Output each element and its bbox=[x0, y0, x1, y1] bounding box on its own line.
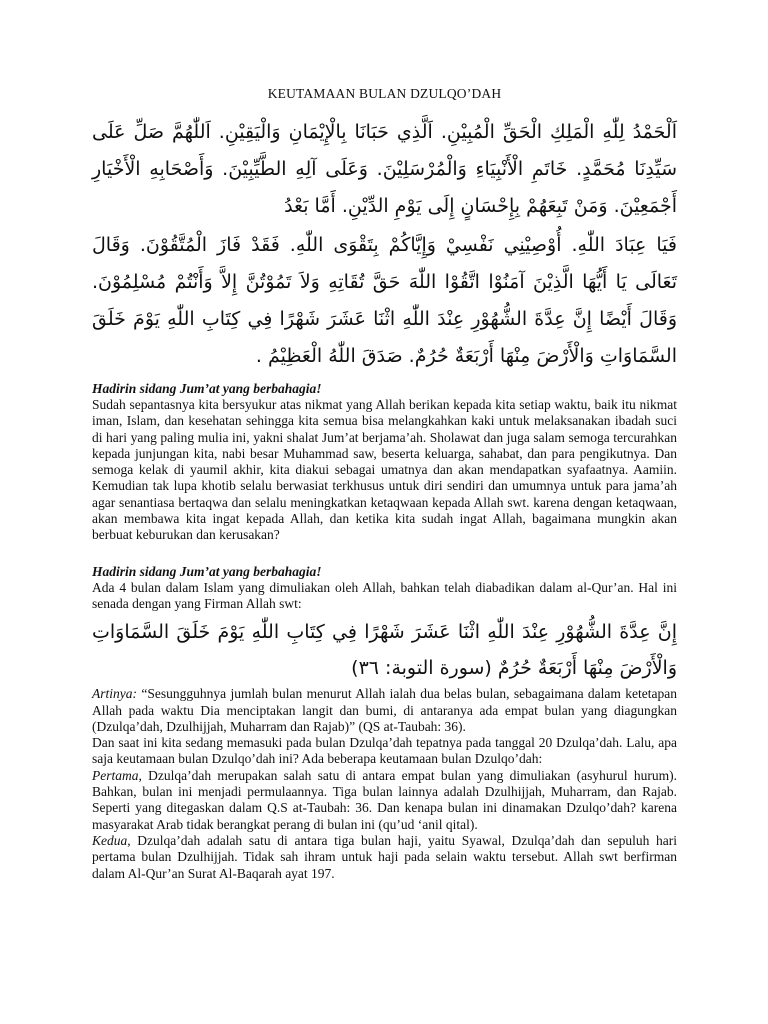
paragraph-pertama bbox=[92, 768, 677, 833]
artinya-text: “Sesungguhnya jumlah bulan menurut Allah ialah dua belas bulan, sebagaimana dalam ketetapan Allah pada waktu Dia menciptakan langit dan bumi, di antaranya ada empat bulan yang diagungkan (Dzulqa’dah, Dzulhijjah, Muharram dan Rajab)” (QS at-Taubah: 36). bbox=[92, 686, 677, 734]
paragraph-syukur: Sudah sepantasnya kita bersyukur atas nikmat yang Allah berikan kepada kita setiap waktu, baik itu nikmat iman, Islam, dan kesehatan sehingga kita semua bisa melangkahkan kaki untuk melaksanakan ibadah suci di hari yang paling mulia ini, yakni shalat Jum’at berjama’ah. Sholawat dan juga salam semoga tercurahkan kepada junjungan kita, nabi besar Muhammad saw, beserta keluarga, sahabat, dan para pengikutnya. Dan semoga kelak di yaumil akhir, kita diakui sebagai umatnya dan akan mendapatkan syafaatnya. Aamiin. Kemudian tak lupa khotib selalu berwasiat terkhusus untuk diri sendiri dan umumnya untuk para jama’ah agar senantiasa bertaqwa dan selalu meningkatkan ketaqwaan kepada Allah swt. karena dengan ketaqwaan, akan membawa kita ingat kepada Allah, dan ketika kita sudah ingat Allah, bagaimana mungkin akan berbuat keburukan dan kerusakan? bbox=[92, 397, 677, 543]
spacer bbox=[92, 544, 677, 558]
document-page bbox=[92, 86, 677, 882]
paragraph-intro: Ada 4 bulan dalam Islam yang dimuliakan oleh Allah, bahkan telah diabadikan dalam al-Qur’an. Hal ini senada dengan yang Firman Allah swt: bbox=[92, 579, 677, 611]
artinya-label: Artinya: bbox=[92, 686, 137, 702]
paragraph-artinya bbox=[92, 686, 677, 735]
kedua-text: , Dzulqa’dah adalah satu di antara tiga bulan haji, yaitu Syawal, Dzulqa’dah dan sepuluh hari pertama bulan Dzulhijjah. Tidak sah ihram untuk haji pada selain waktu tersebut. Allah swt berfirman dalam Al-Qur’an Surat Al-Baqarah ayat 197. bbox=[92, 832, 677, 881]
pertama-label: Pertama bbox=[92, 767, 139, 783]
kedua-label: Kedua bbox=[92, 832, 128, 848]
document-title: KEUTAMAAN BULAN DZULQO’DAH bbox=[267, 86, 502, 101]
arabic-opening-praise: اَلْحَمْدُ لِلّٰهِ الْمَلِكِ الْحَقِّ الْمُبِيْنِ. اَلَّذِي حَبَانَا بِالْإِيْمَانِ وَالْيَقِيْنِ. اَللّٰهُمَّ صَلِّ عَلَى سَيِّدِنَا مُحَمَّدٍ. خَاتَمِ الْأَنْبِيَاءِ وَالْمُرْسَلِيْنَ. وَعَلَى آلِهِ الطَّيِّبِيْنَ. وَأَصْحَابِهِ الْأَخْيَارِ أَجْمَعِيْنَ. وَمَنْ تَبِعَهُمْ بِإِحْسَانٍ إِلَى يَوْمِ الدِّيْنِ. أَمَّا بَعْدُ bbox=[92, 121, 677, 217]
section-heading: Hadirin sidang Jum’at yang berbahagia! bbox=[92, 563, 322, 579]
paragraph-now: Dan saat ini kita sedang memasuki pada bulan Dzulqa’dah tepatnya pada tanggal 20 Dzulqa’dah. Lalu, apa saja keutamaan bulan Dzulqo’dah ini? Ada beberapa keutamaan bulan Dzulqo’dah: bbox=[92, 735, 677, 767]
pertama-text: , Dzulqa’dah merupakan salah satu di antara empat bulan yang dimuliakan (asyhurul hurum). Bahkan, bulan ini menjadi permulaannya. Tiga bulan lainnya adalah Dzulhijjah, Muharram, dan Rajab. Seperti yang ditegaskan dalam Q.S at-Taubah: 36. Dan kenapa bulan ini dinamakan Dzulqo’dah? karena masyarakat Arab tidak berangkat perang di bulan ini (qu’ud ‘anil qital). bbox=[92, 767, 677, 832]
arabic-verse-at-taubah: إِنَّ عِدَّةَ الشُّهُوْرِ عِنْدَ اللّٰهِ اثْنَا عَشَرَ شَهْرًا فِي كِتَابِ اللّٰهِ يَوْمَ خَلَقَ السَّمَاوَاتِ وَالْأَرْضَ مِنْهَا أَرْبَعَةٌ حُرُمٌ (سورة التوبة: ٣٦) bbox=[92, 621, 677, 680]
arabic-opening-wasiat: فَيَا عِبَادَ اللّٰهِ. أُوْصِيْنِي نَفْسِيْ وَإِيَّاكُمْ بِتَقْوَى اللّٰهِ. فَقَدْ فَازَ الْمُتَّقُوْنَ. وَقَالَ تَعَالَى يَا أَيُّهَا الَّذِيْنَ آمَنُوْا اتَّقُوْا اللّٰهَ حَقَّ تُقَاتِهِ وَلاَ تَمُوْتُنَّ إِلاَّ وَأَنْتُمْ مُسْلِمُوْنَ. وَقَالَ أَيْضًا إِنَّ عِدَّةَ الشُّهُوْرِ عِنْدَ اللّٰهِ اثْنَا عَشَرَ شَهْرًا فِي كِتَابِ اللّٰهِ يَوْمَ خَلَقَ السَّمَاوَاتِ وَالْأَرْضَ مِنْهَا أَرْبَعَةٌ حُرُمٌ. صَدَقَ اللّٰهُ الْعَظِيْمُ . bbox=[92, 234, 677, 367]
section-heading: Hadirin sidang Jum’at yang berbahagia! bbox=[92, 381, 322, 396]
paragraph-kedua bbox=[92, 833, 677, 882]
